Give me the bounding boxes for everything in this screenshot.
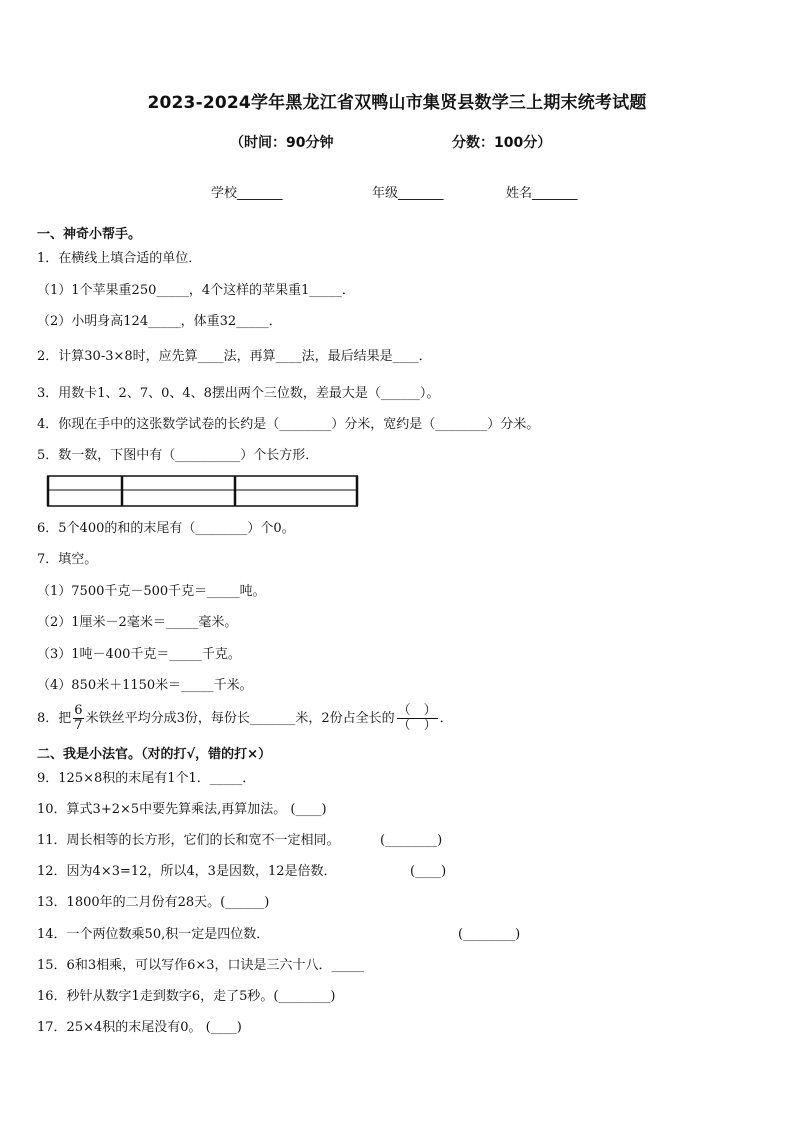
question-15: 15．6和3相乘，可以写作6×3，口诀是三六十八．_____ bbox=[37, 958, 365, 973]
question-9: 9．125×8积的末尾有1个1．_____． bbox=[37, 771, 256, 786]
fraction-numerator: 6 bbox=[74, 703, 83, 718]
rectangle-figure bbox=[45, 474, 361, 510]
name-field[interactable]: 姓名_______ bbox=[506, 186, 578, 201]
grade-field[interactable]: 年级_______ bbox=[372, 186, 444, 201]
question-10: 10．算式3+2×5中要先算乘法,再算加法。 (____) bbox=[37, 802, 327, 817]
answer-denominator-blank[interactable]: （ ） bbox=[397, 718, 437, 733]
question-7-part-1: （1）7500千克－500千克＝_____吨。 bbox=[37, 584, 266, 599]
question-7: 7．填空。 bbox=[37, 552, 98, 567]
question-16: 16．秒针从数字1走到数字6，走了5秒。(________) bbox=[37, 989, 336, 1004]
section-heading-1: 一、神奇小帮手。 bbox=[37, 227, 142, 242]
question-8-prefix: 8．把 bbox=[37, 711, 72, 726]
question-5: 5．数一数，下图中有（__________）个长方形． bbox=[37, 448, 319, 463]
fraction-six-sevenths bbox=[73, 704, 83, 733]
question-17: 17．25×4积的末尾没有0。 (____) bbox=[37, 1020, 242, 1035]
question-11: 11．周长相等的长方形，它们的长和宽不一定相同。 bbox=[37, 833, 340, 848]
question-3: 3．用数卡1、2、7、0、4、8摆出两个三位数，差最大是（______）。 bbox=[37, 386, 440, 401]
question-14-answer-blank[interactable]: (________) bbox=[458, 927, 521, 942]
fraction-denominator: 7 bbox=[74, 718, 83, 733]
section-heading-2: 二、我是小法官。（对的打√，错的打×） bbox=[37, 747, 272, 762]
question-12-answer-blank[interactable]: (____) bbox=[410, 864, 447, 879]
question-1: 1．在横线上填合适的单位． bbox=[37, 251, 202, 266]
question-6: 6．5个400的和的末尾有（________）个0。 bbox=[37, 521, 295, 536]
question-4: 4．你现在手中的这张数学试卷的长约是（________）分米，宽约是（________）分米。 bbox=[37, 417, 540, 432]
answer-numerator-blank[interactable]: （ ） bbox=[397, 703, 437, 718]
question-7-part-4: （4）850米＋1150米＝_____千米。 bbox=[37, 678, 253, 693]
question-8 bbox=[37, 704, 453, 733]
exam-score: 分数：100分） bbox=[452, 135, 552, 151]
question-8-suffix: ． bbox=[439, 711, 453, 726]
question-8-middle: 米铁丝平均分成3份，每份长_______米，2份占全长的 bbox=[85, 711, 395, 726]
question-12: 12．因为4×3=12，所以4，3是因数，12是倍数． bbox=[37, 864, 337, 879]
question-1-part-2: （2）小明身高124_____，体重32_____． bbox=[37, 314, 282, 329]
question-14: 14．一个两位数乘50,积一定是四位数． bbox=[37, 927, 270, 942]
school-field[interactable]: 学校_______ bbox=[211, 186, 283, 201]
question-7-part-2: （2）1厘米－2毫米＝_____毫米。 bbox=[37, 615, 238, 630]
exam-time: （时间：90分钟 bbox=[230, 135, 334, 151]
page-title: 2023-2024学年黑龙江省双鸭山市集贤县数学三上期末统考试题 bbox=[147, 93, 647, 113]
answer-fraction-blank[interactable] bbox=[397, 704, 438, 733]
question-11-answer-blank[interactable]: (________) bbox=[380, 833, 443, 848]
question-13: 13．1800年的二月份有28天。(______) bbox=[37, 895, 270, 910]
question-7-part-3: （3）1吨－400千克＝_____千克。 bbox=[37, 647, 241, 662]
question-1-part-1: （1）1个苹果重250_____，4个这样的苹果重1_____． bbox=[37, 283, 355, 298]
question-2: 2．计算30-3×8时，应先算____法，再算____法，最后结果是____． bbox=[37, 349, 432, 364]
